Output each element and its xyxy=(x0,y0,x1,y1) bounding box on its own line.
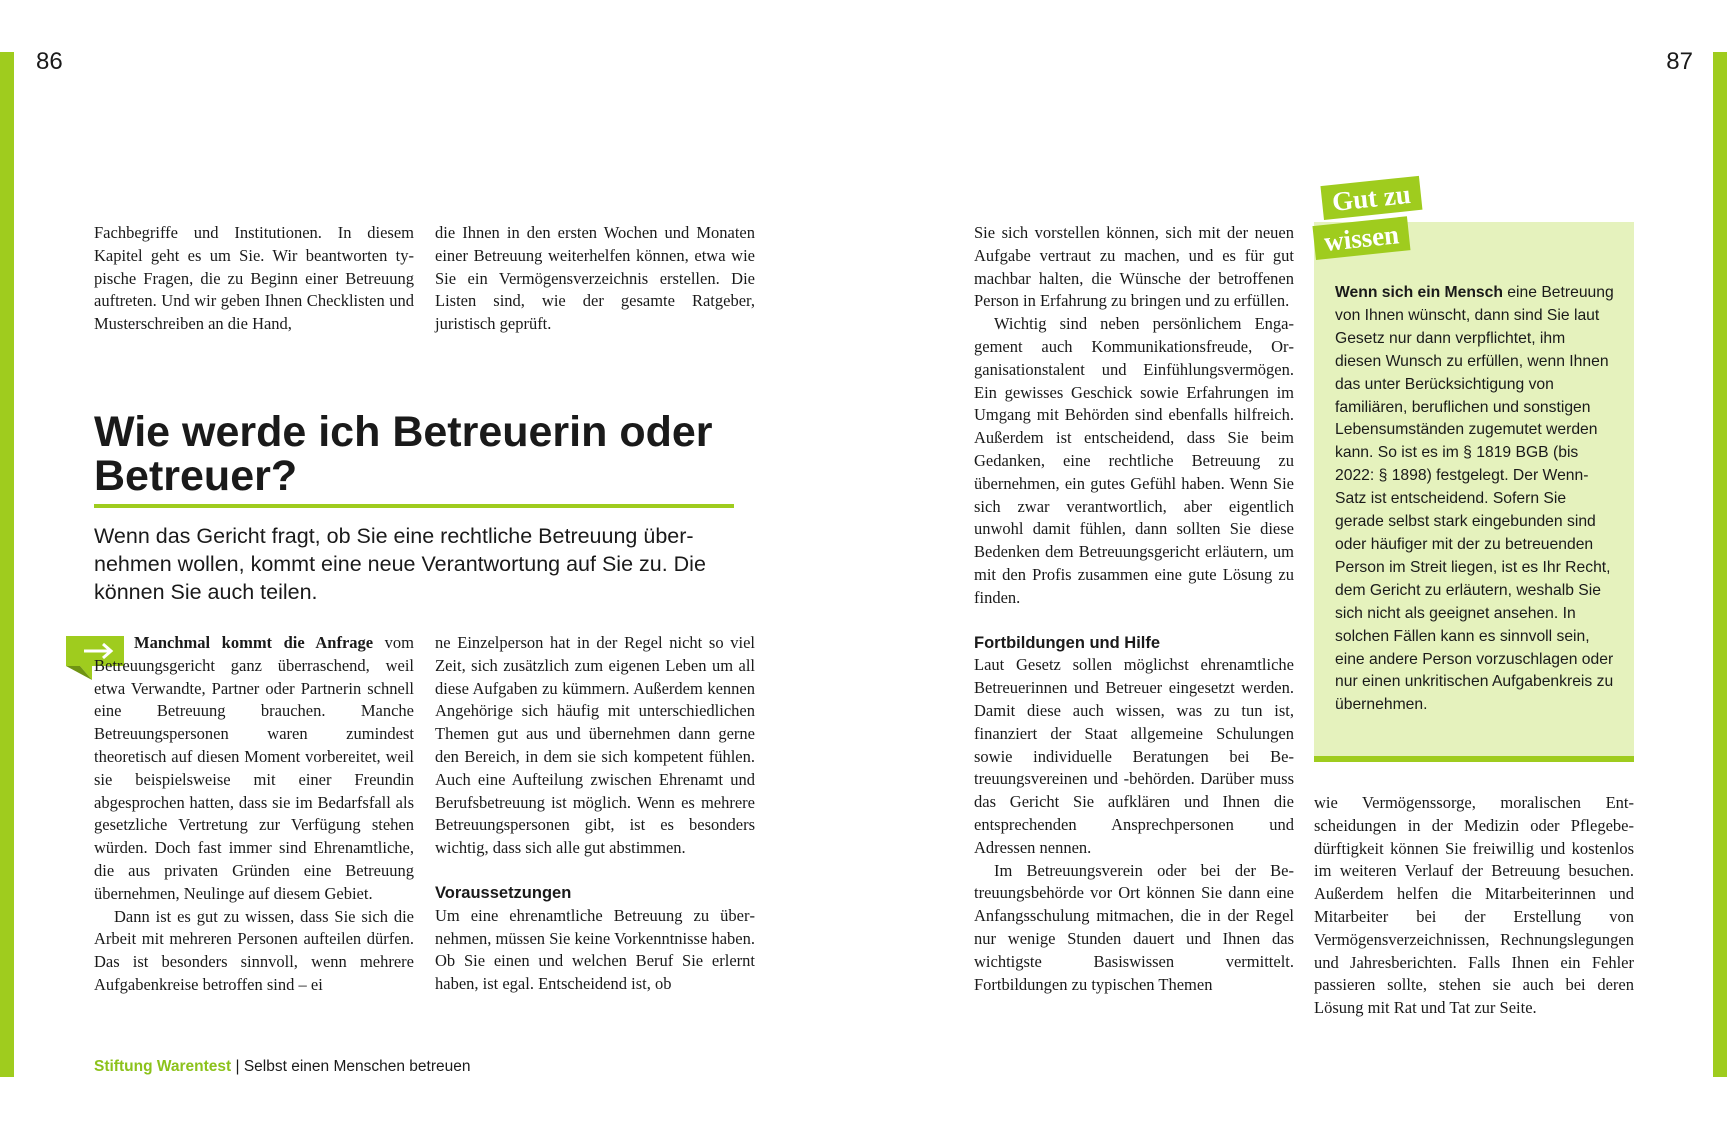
intro-paragraph-1: Fachbegriffe und Institutionen. In diesem Kapitel geht es um Sie. Wir beantworten typische Fragen, die zu Beginn einer Betreuung auftreten. Und wir geben Ihnen Checklisten und Musterschreiben an die Hand, xyxy=(94,223,414,334)
page-number-right: 87 xyxy=(1666,48,1693,75)
intro-paragraph-2: die Ihnen in den ersten Wochen und Monaten einer Betreuung weiterhelfen können, etwa wie Sie ein Vermögensverzeichnis erstellen. Die Listen sind, wie der gesamte Ratgeber, juristisch geprüft. xyxy=(435,223,755,334)
main-paragraph-2: Dann ist es gut zu wissen, dass Sie sich die Arbeit mit mehreren Personen aufteilen dürfen. Das ist besonders sinnvoll, wenn mehrere Aufgabenkreise betroffen sind – ei xyxy=(94,906,414,994)
right-paragraph-2: Wichtig sind neben persönlichem Engagement auch Kommunikationsfreude, Organisationstalent und Einfühlungsvermögen. Ein gewisses Geschick sowie Erfahrungen im Umgang mit Behörden sind ebenfalls hilfreich. Außerdem ist entscheidend, dass Sie beim Gedanken, eine rechtliche Betreuung zu übernehmen, ein gutes Gefühl haben. Wenn Sie sich zwar verantwortlich, aber eigentlich unwohl damit fühlen, dann sollten Sie diese Bedenken dem Betreuungsgericht erläutern, um mit den Profis zusammen eine gute Lösung zu finden. xyxy=(974,314,1294,607)
heading-rule xyxy=(94,504,734,508)
intro-column-2 xyxy=(435,222,755,336)
info-box-tag-line2: wissen xyxy=(1312,216,1410,260)
footer-separator: | xyxy=(231,1058,244,1075)
footer-title: Selbst einen Menschen betreuen xyxy=(243,1058,471,1075)
lead-in-text: Manchmal kommt die Anfrage xyxy=(134,633,374,652)
main-column-1 xyxy=(94,632,414,997)
chapter-lead: Wenn das Gericht fragt, ob Sie eine rechtliche Betreuung übernehmen wollen, kommt eine neue Verantwortung auf Sie zu. Die können Sie auch teilen. xyxy=(94,524,706,604)
main-column-2 xyxy=(435,632,755,996)
main-paragraph-4: Um eine ehrenamtliche Betreuung zu übernehmen, müssen Sie keine Vorkenntnisse haben. Ob Sie einen und welchen Beruf Sie erlernt haben, ist egal. Entscheidend ist, ob xyxy=(435,905,755,994)
right-edge-bar xyxy=(1713,52,1727,1077)
footer-brand: Stiftung Warentest xyxy=(94,1058,232,1075)
right-column-1 xyxy=(974,222,1294,996)
right-paragraph-5: wie Vermögenssorge, moralischen Entscheidungen in der Medizin oder Pflegebedürftigkeit können Sie freiwillig und kostenlos im weiteren Verlauf der Betreuung besuchen. Außerdem helfen die Mitarbeiterinnen und Mitarbeiter bei der Erstellung von Vermögensverzeichnissen, Rechnungslegungen und Jahresberichten. Falls Ihnen ein Fehler passieren sollte, stehen sie auch bei deren Lösung mit Rat und Tat zur Seite. xyxy=(1314,793,1634,1018)
chapter-heading: Wie werde ich Betreuerin oder Betreuer? xyxy=(94,408,713,500)
page-footer xyxy=(94,1058,470,1076)
right-column-2 xyxy=(1314,792,1634,1020)
info-box-lead-in: Wenn sich ein Mensch xyxy=(1335,284,1503,301)
page-number-left: 86 xyxy=(36,48,63,75)
main-paragraph-1 xyxy=(94,632,414,906)
main-paragraph-1-text: vom Betreuungsgericht ganz überraschend, weil etwa Verwandte, Partner oder Partnerin schnell eine Betreuung brauchen. Manche Betreuungspersonen waren zumindest theoretisch auf diesen Moment vorbereitet, weil sie beispielsweise mit einer Freundin abgesprochen hatten, dass sie im Bedarfsfall als gesetzliche Vertretung zur Verfügung stehen würden. Doch fast immer sind Ehrenamtliche, die aus privaten Gründen eine Betreuung übernehmen, Neulinge auf diesem Gebiet. xyxy=(94,633,414,903)
subheading-fortbildungen: Fortbildungen und Hilfe xyxy=(974,633,1161,652)
info-box-tag-line1: Gut zu xyxy=(1320,176,1422,220)
right-paragraph-3: Laut Gesetz sollen möglichst ehrenamtliche Betreuerinnen und Betreuer eingesetzt werden. Damit diese auch wissen, was zu tun ist, finanziert der Staat allgemeine Schulungen sowie individuelle Beratungen bei Betreuungsvereinen und -behörden. Darüber muss das Gericht Sie aufklären und Ihnen die entsprechenden Ansprechpersonen und Adressen nennen. xyxy=(974,655,1294,857)
info-box-body: eine Betreuung von Ihnen wünscht, dann sind Sie laut Gesetz nur dann verpflichtet, ihm diesen Wunsch zu erfüllen, wenn Ihnen das unter Berücksichtigung von familiären, beruflichen und sonstigen Lebensumständen zugemutet werden kann. So ist es im § 1819 BGB (bis 2022: § 1898) festgelegt. Der Wenn-Satz ist entscheidend. Sofern Sie gerade selbst stark eingebunden sind oder häufiger mit der zu betreuenden Person im Streit liegen, ist es Ihr Recht, dem Gericht zu erläutern, weshalb Sie sich nicht als geeignet ansehen. In solchen Fällen kann es sinnvoll sein, eine andere Person vorzuschlagen oder nur einen unkritischen Aufgabenkreis zu übernehmen. xyxy=(1335,284,1614,714)
right-paragraph-1: Sie sich vorstellen können, sich mit der neuen Aufgabe vertraut zu machen, und es für gut machbar halten, die Wünsche der betroffenen Person in Erfahrung zu bringen und zu erfüllen. xyxy=(974,223,1294,311)
main-paragraph-3: ne Einzelperson hat in der Regel nicht so viel Zeit, sich zusätzlich zum eigenen Leben um all diese Aufgaben zu kümmern. Außerdem kennen Angehörige sich häufig mit unterschiedlichen Themen gut aus und übernehmen dann gerne den Bereich, in dem sie sich kompetent fühlen. Auch eine Aufteilung zwischen Ehrenamt und Berufsbetreuung ist möglich. Wenn es mehrere Betreuungspersonen gibt, ist es besonders wichtig, dass sich alle gut abstimmen. xyxy=(435,633,755,858)
info-box-text xyxy=(1335,282,1615,717)
subheading-voraussetzungen: Voraussetzungen xyxy=(435,883,572,902)
left-edge-bar xyxy=(0,52,14,1077)
intro-column-1 xyxy=(94,222,414,336)
right-paragraph-4: Im Betreuungsverein oder bei der Betreuungsbehörde vor Ort können Sie dann eine Anfangsschulung mitmachen, die in der Regel nur wenige Stunden dauert und Ihnen das wichtigste Basiswissen vermittelt. Fortbildungen zu typischen Themen xyxy=(974,860,1294,994)
